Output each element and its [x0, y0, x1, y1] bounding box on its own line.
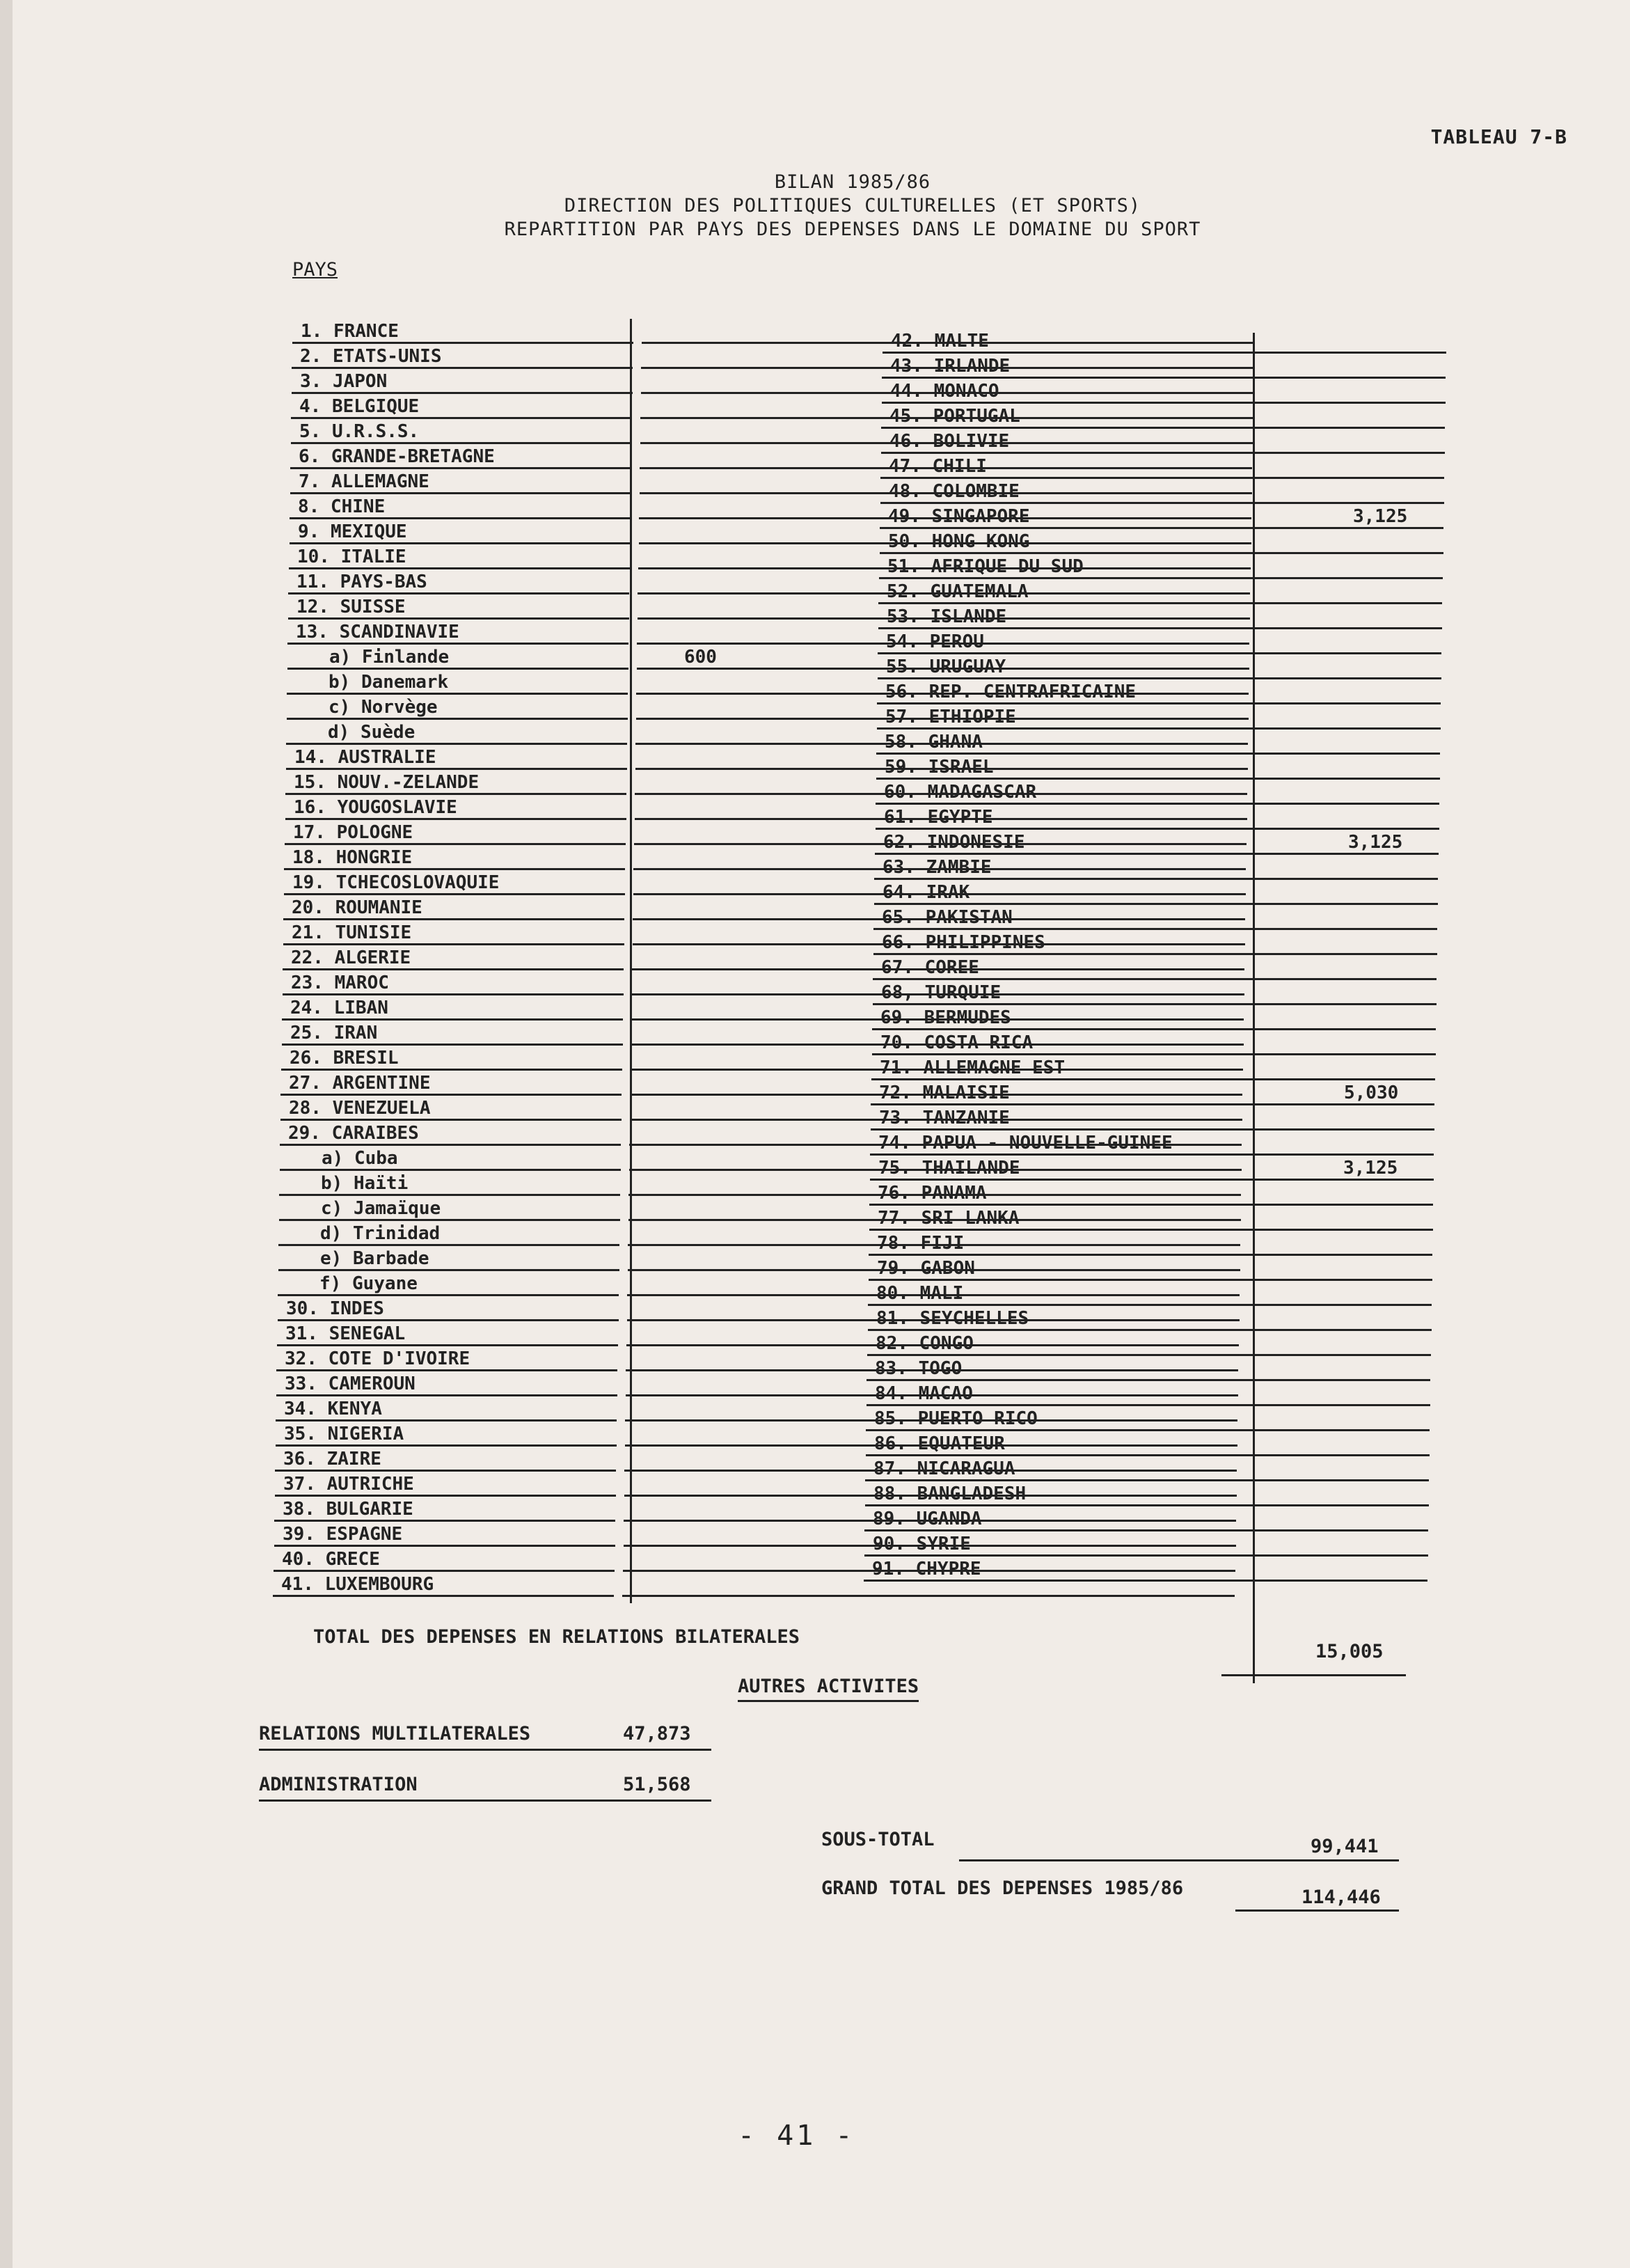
amount-cell-line	[1253, 702, 1441, 704]
table-row	[286, 720, 627, 745]
country-label: d) Suède	[328, 722, 416, 743]
country-label: 44. MONACO	[890, 381, 999, 402]
table-row	[876, 730, 1252, 755]
table-row	[280, 1071, 622, 1096]
country-label: 70. COSTA RICA	[880, 1032, 1034, 1053]
table-row	[869, 1181, 1245, 1206]
amount-cell-line	[1246, 1153, 1434, 1156]
country-label: 9. MEXIQUE	[298, 521, 407, 542]
country-label: 20. ROUMANIE	[292, 897, 422, 918]
title-line: BILAN 1985/86	[774, 171, 931, 193]
table-row	[864, 1531, 1240, 1557]
table-row	[278, 1221, 619, 1246]
country-label: 40. GRECE	[282, 1549, 380, 1570]
table-row	[290, 469, 631, 494]
country-label: 49. SINGAPORE	[888, 506, 1030, 527]
amount-cell-line	[1244, 1254, 1432, 1256]
amount-cell-line	[1240, 1529, 1428, 1531]
amount-cell-line	[1248, 1053, 1436, 1055]
table-row	[282, 1021, 623, 1046]
table-row	[284, 870, 625, 895]
table-row	[881, 429, 1257, 454]
country-label: 5. U.R.S.S.	[299, 421, 420, 442]
amount-cell-line	[1249, 928, 1437, 930]
country-label: 51. AFRIQUE DU SUD	[887, 556, 1084, 577]
amount-cell-line	[1252, 753, 1440, 755]
country-label: 36. ZAIRE	[283, 1449, 381, 1470]
column-divider	[1253, 333, 1255, 1683]
country-label: 50. HONG KONG	[888, 531, 1030, 552]
table-row	[869, 1231, 1244, 1256]
country-label: b) Danemark	[329, 672, 449, 693]
amount-cell-line	[1253, 652, 1441, 654]
country-label: 76. PANAMA	[878, 1183, 987, 1204]
country-label: 3. JAPON	[300, 371, 388, 392]
country-label: 69. BERMUDES	[880, 1007, 1011, 1028]
amount-cell-line	[1242, 1379, 1430, 1381]
table-row	[868, 1306, 1244, 1331]
amount-cell-line	[1244, 1304, 1432, 1306]
amount-cell-line	[1250, 903, 1438, 905]
table-row	[867, 1331, 1243, 1356]
table-row	[868, 1281, 1244, 1306]
grand-total-value: 114,446	[1301, 1887, 1381, 1908]
table-row	[867, 1356, 1242, 1381]
amount-cell-line	[1240, 1580, 1427, 1582]
table-row	[287, 670, 628, 695]
amount-cell-line	[1258, 352, 1446, 354]
amount-cell-line	[1254, 627, 1442, 629]
amount-cell-line	[1256, 552, 1443, 554]
country-label: b) Haïti	[321, 1173, 409, 1194]
table-row	[883, 329, 1258, 354]
country-label: 2. ETATS-UNIS	[300, 346, 442, 367]
country-label: 64. IRAK	[883, 882, 970, 903]
amount-value: 600	[684, 647, 717, 668]
table-row	[288, 594, 629, 620]
country-label: 72. MALAISIE	[879, 1082, 1010, 1103]
amount-value: 3,125	[1353, 506, 1408, 527]
country-label: 57. ETHIOPIE	[885, 707, 1016, 727]
table-row	[273, 1572, 614, 1597]
table-row	[881, 404, 1257, 429]
country-label: c) Jamaïque	[321, 1198, 441, 1219]
country-label: 6. GRANDE-BRETAGNE	[299, 446, 495, 467]
country-label: 66. PHILIPPINES	[882, 932, 1045, 953]
table-row	[281, 1046, 622, 1071]
country-label: 47. CHILI	[889, 456, 987, 477]
page-binding-edge	[0, 0, 13, 2268]
table-row	[873, 930, 1249, 955]
country-label: 16. YOUGOSLAVIE	[294, 797, 457, 818]
amount-cell-line	[1253, 677, 1441, 679]
amount-cell-line	[1258, 377, 1446, 379]
country-label: 15. NOUV.-ZELANDE	[294, 772, 480, 793]
table-row	[878, 604, 1254, 629]
table-row	[283, 970, 624, 995]
table-row	[274, 1547, 615, 1572]
amount-cell-line	[1242, 1454, 1430, 1456]
total-underline	[1221, 1674, 1406, 1676]
country-label: 26. BRESIL	[290, 1048, 399, 1069]
country-label: 14. AUSTRALIE	[294, 747, 436, 768]
amount-cell-line	[1241, 1479, 1429, 1481]
table-row	[871, 1105, 1247, 1131]
amount-cell-line	[1251, 803, 1439, 805]
table-row	[878, 629, 1253, 654]
table-row	[276, 1371, 617, 1396]
country-label: 84. MACAO	[875, 1383, 973, 1404]
country-label: 65. PAKISTAN	[882, 907, 1013, 928]
amount-cell-line	[1249, 953, 1437, 955]
amount-cell-line	[1257, 452, 1445, 454]
country-label: 77. SRI LANKA	[878, 1208, 1020, 1229]
pays-heading: PAYS	[292, 259, 338, 281]
country-label: 91. CHYPRE	[872, 1559, 981, 1580]
table-row	[290, 494, 631, 519]
amount-cell-line	[1245, 1204, 1433, 1206]
table-row	[872, 1005, 1248, 1030]
amount-cell-line	[1254, 602, 1442, 604]
amount-cell-line	[1243, 1354, 1431, 1356]
country-label: 68, TURQUIE	[881, 982, 1002, 1003]
country-label: 25. IRAN	[290, 1023, 378, 1044]
amount-cell-line	[1241, 1504, 1429, 1506]
table-row	[878, 579, 1254, 604]
country-label: 78. FIJI	[877, 1233, 965, 1254]
title-block	[348, 171, 1357, 242]
amount-cell-line	[1240, 1554, 1428, 1557]
country-label: 39. ESPAGNE	[283, 1524, 403, 1545]
country-label: 33. CAMEROUN	[285, 1373, 416, 1394]
administration-value: 51,568	[623, 1774, 691, 1795]
country-label: 35. NIGERIA	[284, 1424, 404, 1444]
country-label: 67. COREE	[881, 957, 979, 978]
country-label: 31. SENEGAL	[285, 1323, 406, 1344]
amount-cell-line	[1256, 527, 1443, 529]
country-label: 38. BULGARIE	[283, 1499, 413, 1520]
table-row	[291, 394, 632, 419]
amount-cell-line	[1246, 1179, 1434, 1181]
title-line: DIRECTION DES POLITIQUES CULTURELLES (ET SPORTS)	[564, 195, 1141, 216]
amount-value: 5,030	[1344, 1082, 1399, 1103]
amount-cell-line	[1253, 727, 1441, 730]
country-label: a) Cuba	[322, 1148, 398, 1169]
table-row	[873, 905, 1249, 930]
country-label: 8. CHINE	[298, 496, 386, 517]
amount-cell-line	[1250, 878, 1438, 880]
table-row	[873, 980, 1249, 1005]
country-label: 11. PAYS-BAS	[296, 572, 427, 592]
country-label: 46. BOLIVIE	[889, 431, 1010, 452]
table-row	[287, 620, 628, 645]
table-row	[278, 1246, 619, 1271]
country-label: 87. NICARAGUA	[873, 1458, 1015, 1479]
table-row	[289, 544, 630, 569]
country-label: 4. BELGIQUE	[299, 396, 420, 417]
country-label: 21. TUNISIE	[292, 922, 412, 943]
table-row	[283, 920, 624, 945]
table-row	[280, 1146, 621, 1171]
column-divider	[630, 319, 632, 1603]
table-row	[871, 1055, 1247, 1080]
amount-cell-line	[1242, 1429, 1430, 1431]
country-label: 27. ARGENTINE	[289, 1073, 431, 1094]
table-row	[872, 1030, 1248, 1055]
table-row	[871, 1080, 1399, 1105]
country-label: 86. EQUATEUR	[874, 1433, 1005, 1454]
table-row	[870, 1156, 1398, 1181]
multilateral-underline	[259, 1749, 711, 1751]
table-row	[292, 319, 633, 344]
amount-cell-line	[1252, 778, 1440, 780]
table-row	[276, 1346, 617, 1371]
country-label: 48. COLOMBIE	[889, 481, 1020, 502]
table-row	[274, 1497, 615, 1522]
amount-cell-line	[1251, 828, 1439, 830]
table-row	[877, 679, 1253, 704]
country-label: 17. POLOGNE	[293, 822, 413, 843]
multilateral-label: RELATIONS MULTILATERALES	[259, 1723, 531, 1745]
table-row	[288, 569, 629, 594]
country-label: a) Finlande	[329, 647, 450, 668]
table-row	[278, 1271, 619, 1296]
table-row	[292, 369, 633, 394]
amount-value: 3,125	[1343, 1158, 1398, 1179]
country-label: d) Trinidad	[320, 1223, 441, 1244]
country-label: 82. CONGO	[876, 1333, 974, 1354]
table-row	[276, 1422, 617, 1447]
country-label: 88. BANGLADESH	[873, 1483, 1027, 1504]
sous-total-label: SOUS-TOTAL	[821, 1829, 935, 1850]
sous-total-value: 99,441	[1311, 1836, 1379, 1857]
country-label: 89. UGANDA	[873, 1509, 982, 1529]
table-reference: TABLEAU 7-B	[1430, 125, 1567, 148]
sous-total-line	[959, 1859, 1399, 1861]
country-label: 73. TANZANIE	[879, 1108, 1010, 1128]
table-row	[275, 1447, 616, 1472]
table-row	[880, 504, 1408, 529]
amount-cell-line	[1251, 853, 1439, 855]
table-row	[876, 780, 1251, 805]
country-label: 79. GABON	[877, 1258, 975, 1279]
country-label: c) Norvège	[329, 697, 438, 718]
administration-underline	[259, 1800, 711, 1802]
grand-total-label: GRAND TOTAL DES DEPENSES 1985/86	[821, 1877, 1184, 1899]
country-label: 18. HONGRIE	[292, 847, 413, 868]
table-row	[878, 654, 1253, 679]
country-label: 74. PAPUA - NOUVELLE-GUINEE	[878, 1133, 1173, 1153]
table-row	[876, 805, 1251, 830]
country-label: 80. MALI	[876, 1283, 964, 1304]
page-number: - 41 -	[738, 2120, 855, 2152]
country-label: 59. ISRAEL	[885, 757, 994, 778]
table-row	[286, 745, 627, 770]
country-label: 54. PEROU	[886, 631, 984, 652]
country-label: 53. ISLANDE	[887, 606, 1007, 627]
table-row	[877, 704, 1253, 730]
country-label: 63. ZAMBIE	[883, 857, 992, 878]
country-label: 75. THAILANDE	[878, 1158, 1020, 1179]
country-label: 60. MADAGASCAR	[884, 782, 1037, 803]
table-row	[870, 1131, 1246, 1156]
country-label: 30. INDES	[286, 1298, 384, 1319]
table-row	[287, 645, 717, 670]
administration-label: ADMINISTRATION	[259, 1774, 418, 1795]
country-label: 71. ALLEMAGNE EST	[880, 1057, 1066, 1078]
country-label: 90. SYRIE	[873, 1534, 971, 1554]
table-row	[284, 845, 625, 870]
country-label: 85. PUERTO RICO	[874, 1408, 1038, 1429]
amount-cell-line	[1244, 1279, 1432, 1281]
country-label: 61. EGYPTE	[884, 807, 993, 828]
amount-cell-line	[1248, 1028, 1436, 1030]
table-row	[291, 419, 632, 444]
table-row	[277, 1321, 618, 1346]
table-row	[283, 945, 624, 970]
country-label: 56. REP. CENTRAFRICAINE	[885, 682, 1137, 702]
amount-cell-line	[622, 1595, 1235, 1597]
table-row	[876, 755, 1252, 780]
table-row	[869, 1256, 1244, 1281]
country-label: 43. IRLANDE	[890, 356, 1011, 377]
table-row	[283, 895, 624, 920]
country-label: 55. URUGUAY	[886, 656, 1006, 677]
country-label: 41. LUXEMBOURG	[281, 1574, 434, 1595]
table-row	[290, 519, 631, 544]
table-row	[282, 995, 623, 1021]
amount-cell-line	[1258, 402, 1446, 404]
table-row	[873, 955, 1249, 980]
table-row	[278, 1296, 619, 1321]
table-row	[866, 1431, 1242, 1456]
amount-cell-line	[1249, 978, 1437, 980]
country-label: 58. GHANA	[885, 732, 983, 753]
country-label: 34. KENYA	[284, 1399, 382, 1419]
country-label: 62. INDONESIE	[883, 832, 1025, 853]
table-row	[879, 554, 1255, 579]
table-row	[880, 529, 1256, 554]
country-label: 13. SCANDINAVIE	[296, 622, 459, 643]
country-label: 12. SUISSE	[296, 597, 406, 617]
country-label: 52. GUATEMALA	[887, 581, 1029, 602]
amount-cell-line	[1244, 1329, 1432, 1331]
amount-cell-line	[1255, 577, 1443, 579]
table-row	[285, 770, 626, 795]
amount-cell-line	[1257, 427, 1445, 429]
amount-cell-line	[1247, 1128, 1434, 1131]
table-row	[287, 695, 628, 720]
table-row	[280, 1096, 622, 1121]
bilateral-total-value: 15,005	[1315, 1641, 1384, 1662]
table-row	[866, 1406, 1242, 1431]
table-row	[869, 1206, 1245, 1231]
amount-cell-line	[1256, 477, 1444, 479]
country-label: 37. AUTRICHE	[283, 1474, 414, 1495]
table-row	[882, 379, 1258, 404]
table-row	[275, 1472, 616, 1497]
country-label: 7. ALLEMAGNE	[299, 471, 429, 492]
country-label: 23. MAROC	[291, 972, 389, 993]
table-row	[280, 1121, 621, 1146]
title-line: REPARTITION PAR PAYS DES DEPENSES DANS LE DOMAINE DU SPORT	[504, 219, 1201, 240]
country-label: e) Barbade	[320, 1248, 429, 1269]
table-row	[875, 830, 1403, 855]
country-label: 22. ALGERIE	[291, 947, 411, 968]
table-row	[864, 1557, 1240, 1582]
country-label: 83. TOGO	[875, 1358, 963, 1379]
table-row	[274, 1522, 615, 1547]
table-row	[882, 354, 1258, 379]
amount-cell-line	[1247, 1103, 1434, 1105]
table-row	[279, 1196, 620, 1221]
country-label: 29. CARAIBES	[288, 1123, 419, 1144]
multilateral-value: 47,873	[623, 1723, 691, 1745]
country-label: 10. ITALIE	[297, 546, 406, 567]
table-row	[279, 1171, 620, 1196]
table-row	[285, 820, 626, 845]
country-label: 32. COTE D'IVOIRE	[285, 1348, 470, 1369]
amount-cell-line	[1242, 1404, 1430, 1406]
table-row	[865, 1481, 1241, 1506]
table-row	[865, 1456, 1241, 1481]
table-row	[290, 444, 631, 469]
country-label: 1. FRANCE	[301, 321, 399, 342]
table-row	[867, 1381, 1242, 1406]
amount-cell-line	[1245, 1229, 1433, 1231]
amount-value: 3,125	[1348, 832, 1403, 853]
table-row	[292, 344, 633, 369]
table-row	[880, 454, 1256, 479]
country-label: 24. LIBAN	[290, 998, 388, 1018]
grand-total-line	[1235, 1909, 1399, 1912]
country-label: f) Guyane	[319, 1273, 418, 1294]
table-row	[864, 1506, 1240, 1531]
table-row	[285, 795, 626, 820]
table-row	[880, 479, 1256, 504]
country-label: 42. MALTE	[891, 331, 989, 352]
autres-activites-heading: AUTRES ACTIVITES	[738, 1676, 919, 1702]
amount-cell-line	[1256, 502, 1444, 504]
country-label: 81. SEYCHELLES	[876, 1308, 1029, 1329]
table-row	[276, 1396, 617, 1422]
amount-cell-line	[1249, 1003, 1437, 1005]
table-row	[874, 855, 1250, 880]
bilateral-total-label: TOTAL DES DEPENSES EN RELATIONS BILATERALES	[313, 1626, 800, 1648]
country-label: 19. TCHECOSLOVAQUIE	[292, 872, 500, 893]
amount-cell-line	[1247, 1078, 1435, 1080]
table-row	[874, 880, 1250, 905]
country-label: 45. PORTUGAL	[889, 406, 1020, 427]
country-label: 28. VENEZUELA	[289, 1098, 431, 1119]
